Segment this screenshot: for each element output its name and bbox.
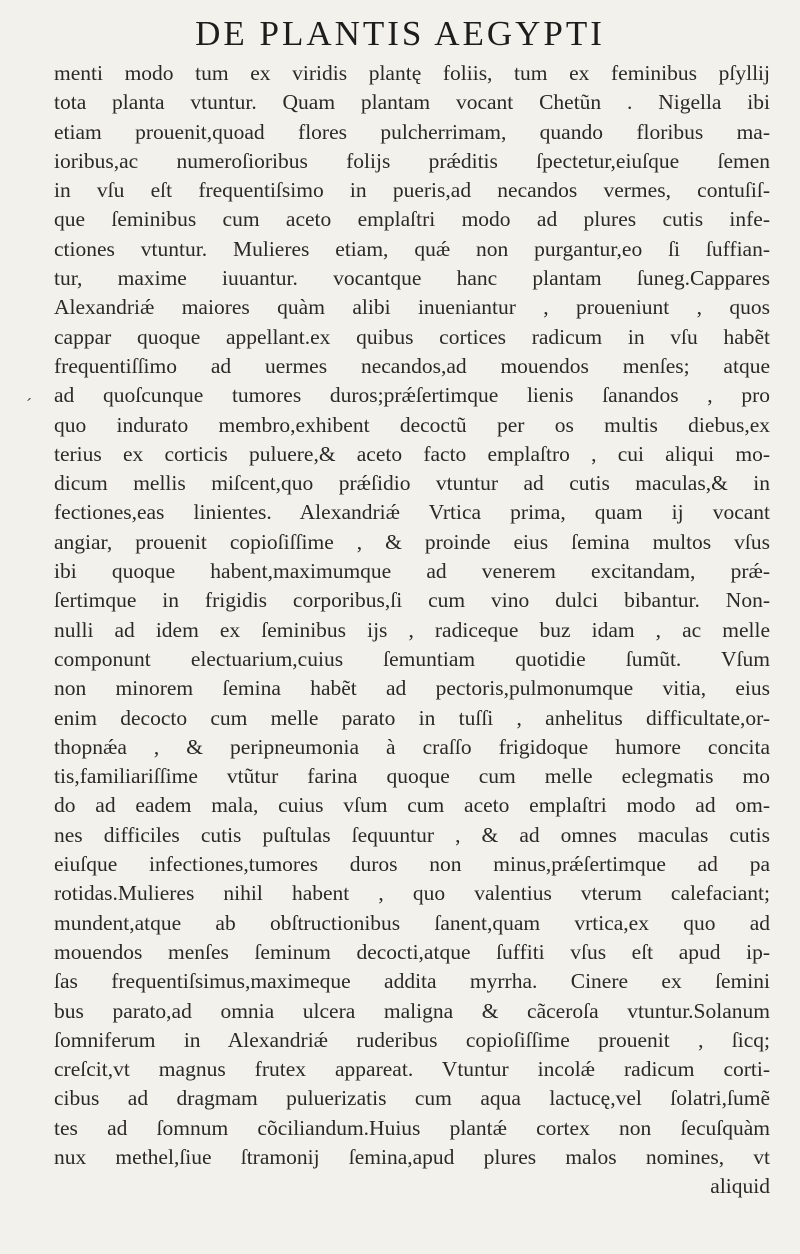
text-line: dicum mellis miſcent,quo prǽſidio vtuntur ad cutis maculas,& in <box>54 471 770 496</box>
text-line: angiar, prouenit copioſiſſime , & proinde eius ſemina multos vſus <box>54 529 770 554</box>
text-line: non minorem ſemina habẽt ad pectoris,pulmonumque vitia, eius <box>54 676 770 701</box>
text-line: fectiones,eas linientes. Alexandriǽ Vrtica prima, quam ij vocant <box>54 500 770 525</box>
text-line: in vſu eſt frequentiſsimo in pueris,ad necandos vermes, contuſiſ- <box>54 178 770 203</box>
text-line: bus parato,ad omnia ulcera maligna & cãceroſa vtuntur.Solanum <box>54 998 770 1023</box>
text-line: rotidas.Mulieres nihil habent , quo valentius vterum calefaciant; <box>54 881 770 906</box>
text-line: creſcit,vt magnus frutex appareat. Vtuntur incolǽ radicum corti- <box>54 1057 770 1082</box>
text-line: mundent,atque ab obſtructionibus ſanent,quam vrtica,ex quo ad <box>54 910 770 935</box>
text-line: nux methel,ſiue ſtramonij ſemina,apud plures malos nomines, vt <box>54 1144 770 1169</box>
text-line: frequentiſſimo ad uermes necandos,ad mouendos menſes; atque <box>54 353 770 378</box>
text-line: tota planta vtuntur. Quam plantam vocant Chetũn . Nigella ibi <box>54 90 770 115</box>
text-line: cibus ad dragmam puluerizatis cum aqua lactucę,vel ſolatri,ſumẽ <box>54 1086 770 1111</box>
text-line: Alexandriǽ maiores quàm alibi inueniantur , proueniunt , quos <box>54 295 770 320</box>
body-text <box>54 59 770 1202</box>
text-line: ibi quoque habent,maximumque ad venerem excitandam, prǽ- <box>54 559 770 584</box>
text-line: nulli ad idem ex ſeminibus ijs , radiceque buz idam , ac melle <box>54 617 770 642</box>
text-line: ſas frequentiſsimus,maximeque addita myrrha. Cinere ex ſemini <box>54 969 770 994</box>
margin-mark: ´ <box>26 395 32 415</box>
text-line: quo indurato membro,exhibent decoctũ per os multis diebus,ex <box>54 412 770 437</box>
text-line: cappar quoque appellant.ex quibus cortices radicum in vſu habẽt <box>54 324 770 349</box>
text-line: ſertimque in frigidis corporibus,ſi cum vino dulci bibantur. Non- <box>54 588 770 613</box>
text-line: etiam prouenit,quoad flores pulcherrimam, quando floribus ma- <box>54 119 770 144</box>
text-line: menti modo tum ex viridis plantę foliis, tum ex feminibus pſyllij <box>54 61 770 85</box>
text-line: thopnǽa , & peripneumonia à craſſo frigidoque humore concita <box>54 734 770 759</box>
catchword: aliquid <box>710 1174 770 1199</box>
text-line: enim decocto cum melle parato in tuſſi , anhelitus difficultate,or- <box>54 705 770 730</box>
text-line: eiuſque infectiones,tumores duros non minus,prǽſertimque ad pa <box>54 852 770 877</box>
text-line: componunt electuarium,cuius ſemuntiam quotidie ſumũt. Vſum <box>54 646 770 671</box>
text-line: ioribus,ac numeroſioribus folijs prǽditis ſpectetur,eiuſque ſemen <box>54 148 770 173</box>
text-line: do ad eadem mala, cuius vſum cum aceto emplaſtri modo ad om- <box>54 793 770 818</box>
text-line: ad quoſcunque tumores duros;prǽſertimque lienis ſanandos , pro <box>54 383 770 408</box>
text-line: mouendos menſes ſeminum decocti,atque ſuffiti vſus eſt apud ip- <box>54 939 770 964</box>
text-line: nes difficiles cutis puſtulas ſequuntur , & ad omnes maculas cutis <box>54 822 770 847</box>
text-line: ctiones vtuntur. Mulieres etiam, quǽ non purgantur,eo ſi ſuffian- <box>54 236 770 261</box>
text-line: tes ad ſomnum cõciliandum.Huius plantǽ cortex non ſecuſquàm <box>54 1115 770 1140</box>
text-line: tur, maxime iuuantur. vocantque hanc plantam ſuneg.Cappares <box>54 266 770 291</box>
text-line: ſomniferum in Alexandriǽ ruderibus copioſiſſime prouenit , ſicq; <box>54 1027 770 1052</box>
text-line: terius ex corticis puluere,& aceto facto emplaſtro , cui aliqui mo- <box>54 441 770 466</box>
running-header: DE PLANTIS AEGYPTI <box>195 14 605 53</box>
text-line: tis,familiariſſime vtũtur farina quoque cum melle eclegmatis mo <box>54 764 770 789</box>
text-line: que ſeminibus cum aceto emplaſtri modo ad plures cutis infe- <box>54 207 770 232</box>
